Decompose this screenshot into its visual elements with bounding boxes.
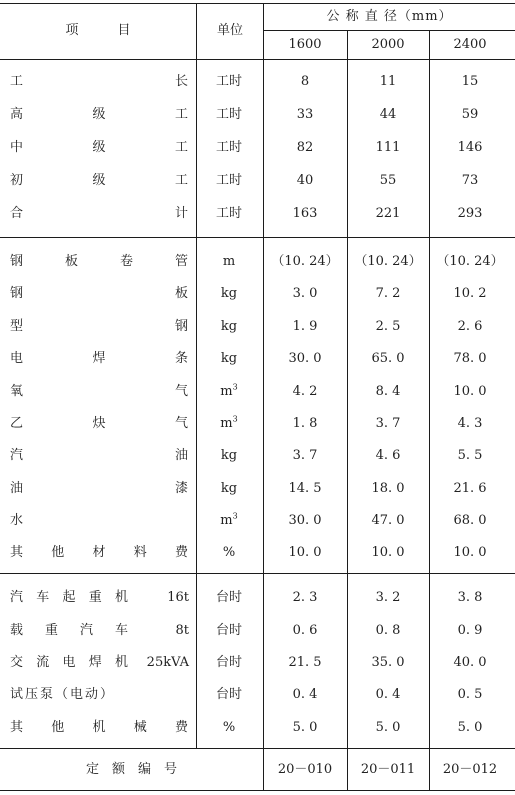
row-value-3: 78. 0: [453, 351, 487, 366]
row-value-3: 15: [461, 74, 479, 89]
row-unit-text: m: [222, 254, 236, 269]
row-label-char: 工: [10, 74, 24, 89]
row-value-3: 2. 6: [457, 319, 483, 334]
row-unit-text: kg: [220, 481, 238, 496]
row-unit-text: 台时: [215, 655, 242, 670]
row-label-char: 工: [174, 140, 188, 155]
row-label: [10, 623, 128, 639]
row-label-char: 其: [10, 720, 24, 735]
row-label-char: 气: [174, 416, 188, 431]
row-label: [10, 448, 188, 464]
row-label: [10, 720, 188, 736]
quota-code-2: 20－011: [360, 762, 416, 777]
row-value-2: 0. 4: [375, 687, 401, 702]
row-value-3: 10. 0: [453, 545, 487, 560]
row-label-char: 汽: [10, 590, 24, 605]
row-value-2: 4. 6: [375, 448, 401, 463]
row-label: [10, 384, 188, 400]
row-unit-text: m: [220, 416, 233, 431]
row-value-1: 0. 4: [292, 687, 318, 702]
row-label-char: 载: [10, 623, 24, 638]
row-value-2: 2. 5: [375, 319, 401, 334]
row-value-1: 163: [292, 206, 318, 221]
row-label: [10, 351, 188, 367]
row-unit-exponent: 3: [232, 382, 238, 392]
row-unit-text: kg: [220, 319, 238, 334]
row-value-3: 0. 9: [457, 623, 483, 638]
row-unit: [198, 416, 260, 432]
row-label-char: 板: [174, 286, 188, 301]
row-value-3: 40. 0: [453, 655, 487, 670]
header-col-2400: 2400: [453, 37, 487, 52]
row-value-1: 3. 7: [292, 448, 318, 463]
row-unit: [198, 513, 260, 529]
row-label: [10, 655, 128, 671]
row-unit: [198, 254, 260, 270]
row-label-char: 氧: [10, 384, 24, 399]
row-label-char: 汽: [10, 448, 24, 463]
row-unit-text: 工时: [215, 140, 242, 155]
row-value-1: （10. 24）: [271, 254, 339, 269]
header-col-2000: 2000: [371, 37, 405, 52]
row-unit: [198, 590, 260, 606]
row-label-char: 初: [10, 173, 24, 188]
row-label: [10, 173, 188, 189]
row-unit-text: %: [222, 545, 236, 560]
row-value-3: 4. 3: [457, 416, 483, 431]
row-value-2: 10. 0: [371, 545, 405, 560]
row-label-char: 油: [10, 481, 24, 496]
row-value-1: 30. 0: [288, 513, 322, 528]
row-value-2: 11: [379, 74, 397, 89]
row-value-3: （10. 24）: [436, 254, 504, 269]
row-unit: [198, 384, 260, 400]
row-label-char: 级: [92, 107, 106, 122]
row-value-2: 8. 4: [375, 384, 401, 399]
row-label-char: 钢: [174, 319, 188, 334]
row-value-3: 21. 6: [453, 481, 487, 496]
row-unit: [198, 448, 260, 464]
row-label-char: 交: [10, 655, 24, 670]
row-value-3: 59: [461, 107, 479, 122]
quota-number-label: 定 额 编 号: [85, 762, 177, 777]
row-label-char: 合: [10, 206, 24, 221]
row-value-1: 8: [300, 74, 310, 89]
row-label-char: 管: [174, 254, 188, 269]
row-label-char: 其: [10, 545, 24, 560]
row-value-1: 4. 2: [292, 384, 318, 399]
row-unit: [198, 107, 260, 123]
row-value-2: 35. 0: [371, 655, 405, 670]
row-unit-text: m: [220, 513, 233, 528]
row-label-char: 高: [10, 107, 24, 122]
row-value-3: 10. 0: [453, 384, 487, 399]
row-unit-text: 工时: [215, 206, 242, 221]
row-value-2: 18. 0: [371, 481, 405, 496]
row-value-2: （10. 24）: [354, 254, 422, 269]
row-value-2: 3. 7: [375, 416, 401, 431]
row-label: [10, 74, 188, 90]
row-unit-text: 台时: [215, 623, 242, 638]
section-rule-1: [0, 237, 515, 238]
row-label-char: 漆: [174, 481, 188, 496]
row-label: [10, 140, 188, 156]
row-value-3: 293: [457, 206, 483, 221]
quota-code-3: 20－012: [442, 762, 498, 777]
row-label-char: 费: [174, 545, 188, 560]
header-bottom-rule: [0, 59, 515, 60]
row-value-3: 5. 0: [457, 720, 483, 735]
row-label: [10, 481, 188, 497]
row-label-char: 长: [174, 74, 188, 89]
row-label-char: 机: [92, 720, 106, 735]
row-label-char: 型: [10, 319, 24, 334]
row-value-2: 7. 2: [375, 286, 401, 301]
header-diameter: 公 称 直 径（mm）: [326, 9, 453, 24]
row-unit: [198, 140, 260, 156]
row-label: [10, 254, 188, 270]
row-unit-exponent: 3: [232, 414, 238, 424]
row-spec: 8t: [175, 623, 189, 638]
row-unit: [198, 74, 260, 90]
row-label: [10, 319, 188, 335]
row-unit: [198, 687, 260, 703]
row-unit: [198, 655, 260, 671]
header-item: 项 目: [65, 23, 131, 38]
row-label-char: 乙: [10, 416, 24, 431]
row-label-char: 卷: [119, 254, 133, 269]
row-label: [10, 416, 188, 432]
row-value-2: 65. 0: [371, 351, 405, 366]
row-label-char: 流: [36, 655, 50, 670]
row-value-2: 221: [375, 206, 401, 221]
row-label-char: 水: [10, 513, 26, 528]
row-unit: [198, 286, 260, 302]
row-label-char: 料: [133, 545, 147, 560]
row-unit-text: 台时: [215, 687, 242, 702]
row-value-1: 1. 8: [292, 416, 318, 431]
row-value-2: 47. 0: [371, 513, 405, 528]
row-label-char: 计: [174, 206, 188, 221]
row-label-char: 车: [114, 623, 128, 638]
row-unit: [198, 351, 260, 367]
header-sub-rule: [263, 30, 515, 31]
row-value-2: 0. 8: [375, 623, 401, 638]
row-label-char: 材: [92, 545, 106, 560]
row-label-char: 钢: [10, 254, 24, 269]
row-value-2: 5. 0: [375, 720, 401, 735]
row-label-char: 电: [10, 351, 24, 366]
row-value-1: 5. 0: [292, 720, 318, 735]
row-label: [10, 687, 188, 703]
row-label-char: 汽: [79, 623, 93, 638]
section-rule-3: [0, 748, 515, 749]
row-value-3: 3. 8: [457, 590, 483, 605]
row-value-2: 55: [379, 173, 397, 188]
row-value-1: 1. 9: [292, 319, 318, 334]
row-unit-text: kg: [220, 448, 238, 463]
row-label-char: 气: [174, 384, 188, 399]
row-label-char: 起: [62, 590, 76, 605]
row-label-char: 工: [174, 107, 188, 122]
row-value-2: 44: [379, 107, 397, 122]
row-unit: [198, 720, 260, 736]
row-unit: [198, 206, 260, 222]
row-label: [10, 107, 188, 123]
header-unit: 单位: [216, 23, 243, 38]
row-value-1: 82: [296, 140, 314, 155]
row-value-1: 21. 5: [288, 655, 322, 670]
row-unit: [198, 173, 260, 189]
row-label-char: 钢: [10, 286, 24, 301]
row-value-1: 33: [296, 107, 314, 122]
row-value-1: 14. 5: [288, 481, 322, 496]
row-unit: [198, 545, 260, 561]
row-label: [10, 513, 188, 529]
row-label-char: 他: [51, 720, 65, 735]
row-unit-text: 台时: [215, 590, 242, 605]
row-label-char: 级: [92, 173, 106, 188]
row-value-3: 68. 0: [453, 513, 487, 528]
section-rule-2: [0, 573, 515, 574]
row-label-char: 焊: [88, 655, 102, 670]
row-label-char: 机: [114, 655, 128, 670]
row-label-char: 车: [36, 590, 50, 605]
header-col-1600: 1600: [288, 37, 322, 52]
row-value-1: 40: [296, 173, 314, 188]
row-value-1: 2. 3: [292, 590, 318, 605]
quota-code-1: 20－010: [277, 762, 333, 777]
row-unit-text: 工时: [215, 74, 242, 89]
row-value-3: 10. 2: [453, 286, 487, 301]
row-value-3: 0. 5: [457, 687, 483, 702]
row-unit-exponent: 3: [232, 511, 238, 521]
row-unit: [198, 623, 260, 639]
row-value-2: 111: [375, 140, 401, 155]
bottom-rule: [0, 790, 515, 791]
row-label-char: 中: [10, 140, 24, 155]
v-rule-unit-left: [196, 3, 197, 749]
row-label-char: 焊: [92, 351, 106, 366]
row-label-char: 重: [88, 590, 102, 605]
row-value-3: 146: [457, 140, 483, 155]
row-label-char: 重: [44, 623, 58, 638]
top-rule: [0, 3, 515, 4]
row-label-char: 试压泵（电动）: [10, 687, 116, 702]
row-unit-text: kg: [220, 286, 238, 301]
row-value-1: 3. 0: [292, 286, 318, 301]
row-unit-text: m: [220, 384, 233, 399]
row-unit-text: kg: [220, 351, 238, 366]
row-unit-text: 工时: [215, 173, 242, 188]
row-value-1: 10. 0: [288, 545, 322, 560]
row-value-2: 3. 2: [375, 590, 401, 605]
row-value-3: 73: [461, 173, 479, 188]
row-unit: [198, 481, 260, 497]
row-label: [10, 206, 188, 222]
row-label-char: 板: [64, 254, 78, 269]
row-label-char: 炔: [92, 416, 106, 431]
row-label: [10, 286, 188, 302]
row-value-1: 0. 6: [292, 623, 318, 638]
row-unit-text: 工时: [215, 107, 242, 122]
row-label-char: 油: [174, 448, 188, 463]
row-label-char: 电: [62, 655, 76, 670]
row-spec: 16t: [167, 590, 189, 605]
row-value-3: 5. 5: [457, 448, 483, 463]
row-label-char: 费: [174, 720, 188, 735]
row-spec: 25kVA: [146, 655, 189, 670]
row-label-char: 机: [114, 590, 128, 605]
row-label-char: 他: [51, 545, 65, 560]
row-label-char: 工: [174, 173, 188, 188]
row-label: [10, 545, 188, 561]
row-label-char: 械: [133, 720, 147, 735]
row-label-char: 级: [92, 140, 106, 155]
row-unit: [198, 319, 260, 335]
row-unit-text: %: [222, 720, 236, 735]
row-label-char: 条: [174, 351, 188, 366]
row-value-1: 30. 0: [288, 351, 322, 366]
row-label: [10, 590, 128, 606]
